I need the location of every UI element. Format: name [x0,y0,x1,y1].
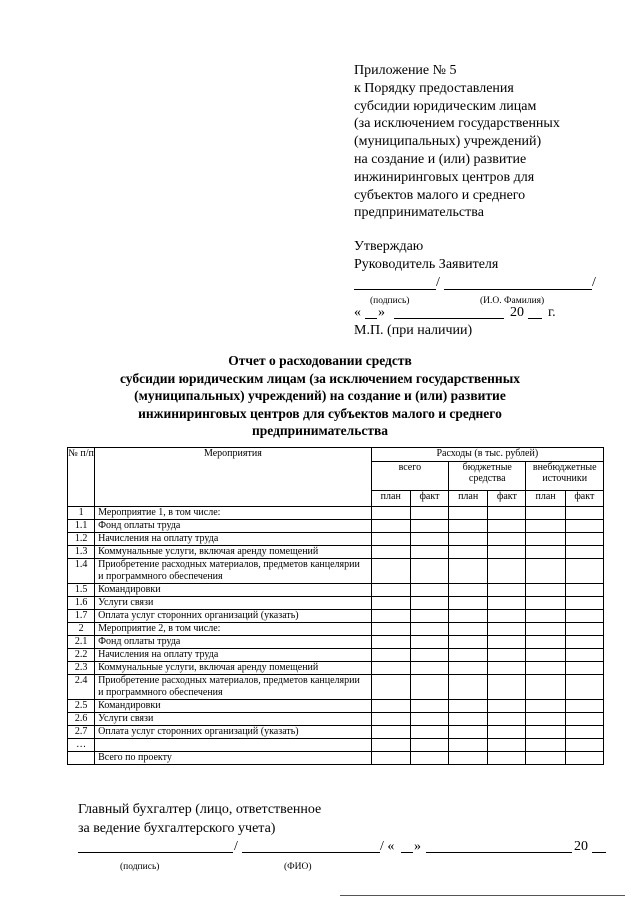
signature-blank[interactable] [354,289,436,290]
cell-total-fact[interactable] [410,533,448,546]
row-number: 1.3 [68,546,95,559]
cell-budget-fact[interactable] [488,533,526,546]
row-number: 1.6 [68,597,95,610]
row-activity: Всего по проекту [95,752,372,765]
header-budget: бюджетные средства [449,461,526,490]
year-suffix: г. [548,305,556,320]
title-line: (муниципальных) учреждений) на создание и (или) развитие [134,388,506,403]
appendix-line: субъектов малого и среднего [354,187,526,203]
cell-budget-fact[interactable] [488,713,526,726]
row-number: 1 [68,507,95,520]
cell-offbudget-fact[interactable] [565,623,603,636]
row-number: 1.2 [68,533,95,546]
cell-total-fact[interactable] [410,675,448,700]
report-title [60,352,580,440]
row-number: 1.1 [68,520,95,533]
row-activity: Начисления на оплату труда [95,649,372,662]
header-offbudget: внебюджетные источники [526,461,604,490]
cell-offbudget-fact[interactable] [565,584,603,597]
signature-hint: (подпись) [120,862,160,872]
row-number: 2.6 [68,713,95,726]
cell-budget-fact[interactable] [488,752,526,765]
cell-budget-plan[interactable] [449,597,488,610]
slash-separator-end: / [592,275,596,290]
header-fact: факт [488,490,526,506]
table-row [68,610,604,623]
cell-budget-fact[interactable] [488,700,526,713]
cell-total-plan[interactable] [371,675,410,700]
cell-budget-fact[interactable] [488,507,526,520]
cell-total-plan[interactable] [371,726,410,739]
cell-total-fact[interactable] [410,507,448,520]
cell-offbudget-plan[interactable] [526,584,565,597]
table-row [68,700,604,713]
row-number: 2.3 [68,662,95,675]
slash-separator: / [436,275,440,290]
row-number: 2.1 [68,636,95,649]
appendix-line: на создание и (или) развитие [354,151,527,167]
cell-offbudget-fact[interactable] [565,649,603,662]
cell-total-fact[interactable] [410,584,448,597]
cell-offbudget-plan[interactable] [526,700,565,713]
table-row [68,662,604,675]
row-activity: Услуги связи [95,713,372,726]
cell-budget-fact[interactable] [488,675,526,700]
year-blank[interactable] [592,852,606,853]
cell-budget-plan[interactable] [449,546,488,559]
appendix-header [354,62,624,222]
cell-budget-plan[interactable] [449,623,488,636]
cell-budget-plan[interactable] [449,649,488,662]
name-hint: (И.О. Фамилия) [480,296,545,306]
header-plan: план [371,490,410,506]
header-total: всего [371,461,448,490]
row-activity: Командировки [95,584,372,597]
cell-offbudget-plan[interactable] [526,713,565,726]
cell-budget-plan[interactable] [449,610,488,623]
appendix-line: (муниципальных) учреждений) [354,134,542,150]
cell-budget-fact[interactable] [488,520,526,533]
cell-total-plan[interactable] [371,520,410,533]
cell-total-plan[interactable] [371,752,410,765]
table-row [68,546,604,559]
row-activity: Коммунальные услуги, включая аренду помещений [95,662,372,675]
cell-total-plan[interactable] [371,533,410,546]
cell-total-fact[interactable] [410,739,448,752]
cell-budget-plan[interactable] [449,584,488,597]
cell-budget-plan[interactable] [449,636,488,649]
header-expenses: Расходы (в тыс. рублей) [371,448,603,462]
cell-total-plan[interactable] [371,636,410,649]
table-body [68,507,604,765]
quote-open: « [354,305,361,320]
cell-offbudget-fact[interactable] [565,739,603,752]
cell-budget-plan[interactable] [449,662,488,675]
name-blank[interactable] [444,289,592,290]
row-number: 1.4 [68,559,95,584]
row-activity: Приобретение расходных материалов, предметов канцелярии и программного обеспечения [95,559,372,584]
cell-offbudget-plan[interactable] [526,662,565,675]
cell-offbudget-plan[interactable] [526,623,565,636]
cell-offbudget-fact[interactable] [565,610,603,623]
cell-total-fact[interactable] [410,546,448,559]
cell-offbudget-plan[interactable] [526,752,565,765]
table-row [68,752,604,765]
approve-label: Утверждаю [354,239,424,254]
appendix-line: инжиниринговых центров для [354,169,535,185]
table-row [68,713,604,726]
cell-offbudget-plan[interactable] [526,597,565,610]
title-line: инжиниринговых центров для субъектов малого и среднего [138,405,502,421]
cell-budget-fact[interactable] [488,584,526,597]
cell-budget-fact[interactable] [488,636,526,649]
row-activity: Приобретение расходных материалов, предметов канцелярии и программного обеспечения [95,675,372,700]
accountant-title-2: за ведение бухгалтерского учета) [78,821,276,836]
cell-budget-plan[interactable] [449,559,488,584]
row-activity: Фонд оплаты труда [95,636,372,649]
month-blank[interactable] [426,852,572,853]
signature-hints [354,292,624,304]
accountant-block [78,800,618,872]
cell-total-fact[interactable] [410,610,448,623]
cell-budget-fact[interactable] [488,546,526,559]
slash-separator: / [234,839,238,854]
row-activity: Оплата услуг сторонних организаций (указать) [95,610,372,623]
header-fact: факт [410,490,448,506]
cell-budget-fact[interactable] [488,610,526,623]
cell-total-plan[interactable] [371,662,410,675]
month-blank[interactable] [394,318,504,319]
cell-budget-plan[interactable] [449,726,488,739]
cell-offbudget-fact[interactable] [565,546,603,559]
name-blank[interactable] [242,852,380,853]
header-plan: план [526,490,565,506]
approver-title: Руководитель Заявителя [354,257,499,272]
title-line: предпринимательства [251,423,389,438]
cell-offbudget-plan[interactable] [526,546,565,559]
row-activity: Мероприятие 1, в том числе: [95,507,372,520]
cell-budget-plan[interactable] [449,739,488,752]
cell-budget-plan[interactable] [449,752,488,765]
row-activity: Оплата услуг сторонних организаций (указать) [95,726,372,739]
title-line: Отчет о расходовании средств [228,353,412,368]
cell-offbudget-fact[interactable] [565,713,603,726]
table-row [68,533,604,546]
cell-offbudget-plan[interactable] [526,636,565,649]
cell-offbudget-fact[interactable] [565,520,603,533]
expense-table [67,447,604,765]
cell-budget-plan[interactable] [449,520,488,533]
cell-offbudget-fact[interactable] [565,752,603,765]
accountant-title-1: Главный бухгалтер (лицо, ответственное [78,802,322,817]
appendix-line: предпринимательства [354,205,484,221]
row-number: 2.4 [68,675,95,700]
cell-total-plan[interactable] [371,546,410,559]
cell-budget-fact[interactable] [488,559,526,584]
row-activity: Мероприятие 2, в том числе: [95,623,372,636]
cell-offbudget-fact[interactable] [565,533,603,546]
cell-offbudget-plan[interactable] [526,520,565,533]
row-activity: Начисления на оплату труда [95,533,372,546]
appendix-line: (за исключением государственных [354,116,560,132]
cell-offbudget-fact[interactable] [565,700,603,713]
appendix-line: к Порядку предоставления [354,80,514,96]
table-row [68,597,604,610]
cell-offbudget-plan[interactable] [526,675,565,700]
row-number: 2.7 [68,726,95,739]
cell-offbudget-fact[interactable] [565,559,603,584]
cell-budget-fact[interactable] [488,739,526,752]
cell-budget-plan[interactable] [449,533,488,546]
cell-total-fact[interactable] [410,623,448,636]
cell-total-plan[interactable] [371,713,410,726]
table-row [68,520,604,533]
cell-total-fact[interactable] [410,713,448,726]
year-blank[interactable] [528,318,542,319]
table-row [68,675,604,700]
cell-offbudget-fact[interactable] [565,636,603,649]
header-number: № п/п [68,448,95,507]
cell-offbudget-fact[interactable] [565,726,603,739]
cell-budget-fact[interactable] [488,726,526,739]
title-line: субсидии юридическим лицам (за исключением государственных [119,370,520,386]
row-number: 2.2 [68,649,95,662]
row-activity: Командировки [95,700,372,713]
row-number [68,752,95,765]
day-blank[interactable] [365,318,377,319]
row-activity [95,739,372,752]
cell-budget-plan[interactable] [449,675,488,700]
cell-offbudget-plan[interactable] [526,739,565,752]
cell-total-plan[interactable] [371,623,410,636]
day-blank[interactable] [401,852,413,853]
appendix-line: Приложение № 5 [354,63,457,78]
table-row [68,739,604,752]
cell-offbudget-fact[interactable] [565,507,603,520]
header-plan: план [449,490,488,506]
cell-total-fact[interactable] [410,636,448,649]
cell-budget-fact[interactable] [488,597,526,610]
cell-total-plan[interactable] [371,584,410,597]
cell-offbudget-plan[interactable] [526,533,565,546]
header-activity: Мероприятия [95,448,372,507]
quote-close: » [414,839,421,854]
table-row [68,649,604,662]
table-row [68,559,604,584]
row-number: … [68,739,95,752]
cell-total-fact[interactable] [410,649,448,662]
slash-quote: / « [380,839,395,854]
cell-total-fact[interactable] [410,752,448,765]
table-row [68,636,604,649]
cell-offbudget-plan[interactable] [526,649,565,662]
name-hint: (ФИО) [284,862,312,872]
cell-budget-fact[interactable] [488,649,526,662]
table-row [68,584,604,597]
row-number: 1.5 [68,584,95,597]
year-prefix: 20 [510,305,524,320]
row-number: 1.7 [68,610,95,623]
cell-total-fact[interactable] [410,597,448,610]
cell-offbudget-fact[interactable] [565,675,603,700]
cell-total-plan[interactable] [371,739,410,752]
cell-offbudget-fact[interactable] [565,662,603,675]
cell-total-fact[interactable] [410,559,448,584]
cell-total-fact[interactable] [410,700,448,713]
cell-offbudget-plan[interactable] [526,610,565,623]
quote-close: » [378,305,385,320]
cell-budget-plan[interactable] [449,713,488,726]
cell-total-plan[interactable] [371,610,410,623]
cell-total-plan[interactable] [371,649,410,662]
row-activity: Услуги связи [95,597,372,610]
appendix-line: субсидии юридическим лицам [354,98,537,114]
row-activity: Фонд оплаты труда [95,520,372,533]
cell-total-fact[interactable] [410,520,448,533]
table-row [68,507,604,520]
page-bottom-rule [340,895,625,896]
cell-budget-plan[interactable] [449,507,488,520]
cell-offbudget-plan[interactable] [526,559,565,584]
stamp-note: М.П. (при наличии) [354,323,473,338]
accountant-hints [78,856,618,872]
cell-budget-fact[interactable] [488,662,526,675]
table-row [68,623,604,636]
cell-offbudget-fact[interactable] [565,597,603,610]
year-prefix: 20 [574,839,588,854]
cell-total-fact[interactable] [410,726,448,739]
signature-blank[interactable] [78,852,233,853]
cell-budget-fact[interactable] [488,623,526,636]
row-number: 2 [68,623,95,636]
signature-hint: (подпись) [370,296,410,306]
header-fact: факт [565,490,603,506]
accountant-signature-line[interactable] [78,838,618,856]
row-number: 2.5 [68,700,95,713]
cell-total-plan[interactable] [371,559,410,584]
cell-total-fact[interactable] [410,662,448,675]
approver-signature-line[interactable] [354,276,624,292]
approval-date-line[interactable] [354,304,624,322]
cell-offbudget-plan[interactable] [526,507,565,520]
approval-block [354,238,624,340]
cell-budget-plan[interactable] [449,700,488,713]
cell-total-plan[interactable] [371,597,410,610]
table-row [68,726,604,739]
cell-total-plan[interactable] [371,700,410,713]
cell-offbudget-plan[interactable] [526,726,565,739]
cell-total-plan[interactable] [371,507,410,520]
row-activity: Коммунальные услуги, включая аренду помещений [95,546,372,559]
